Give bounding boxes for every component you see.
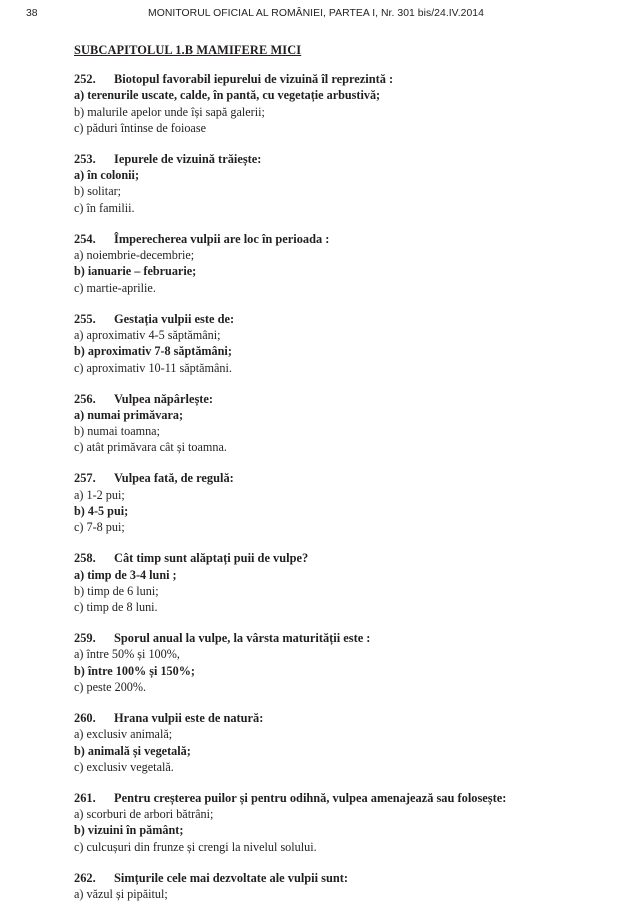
question-number: 254. [74,231,96,246]
answer-option-correct: a) numai primăvara; [74,407,184,422]
question-number: 262. [74,870,96,885]
answer-option-correct: a) în colonii; [74,168,140,183]
question-block [74,470,614,535]
question-text: Sporul anual la vulpe, la vârsta maturității este : [114,631,371,646]
question-number: 256. [74,391,96,406]
question-list [74,71,614,902]
question-number: 258. [74,551,96,566]
question-text: Gestația vulpii este de: [114,311,235,326]
question-number: 259. [74,631,96,646]
answer-option: c) peste 200%. [74,680,147,695]
answer-option: a) scorburi de arbori bătrâni; [74,807,214,822]
question-block [74,151,614,216]
question-text: Vulpea fată, de regulă: [114,471,234,486]
question-block [74,391,614,456]
answer-option: a) exclusiv animală; [74,727,173,742]
answer-option-correct: b) 4-5 pui; [74,503,129,518]
answer-option: b) solitar; [74,184,122,199]
answer-option: c) exclusiv vegetală. [74,759,174,774]
question-title [74,71,614,87]
question-number: 253. [74,151,96,166]
question-title [74,311,614,327]
question-block [74,550,614,615]
question-title [74,151,614,167]
answer-option-correct: b) vizuini în pământ; [74,823,184,838]
answer-option-correct: b) ianuarie – februarie; [74,264,197,279]
question-number: 255. [74,311,96,326]
question-text: Pentru creșterea puilor și pentru odihnă, vulpea amenajează sau folosește: [114,790,507,805]
answer-option: c) culcușuri din frunze și crengi la nivelul solului. [74,839,317,854]
publication-title: MONITORUL OFICIAL AL ROMÂNIEI, PARTEA I, Nr. 301 bis/24.IV.2014 [148,8,484,19]
question-block [74,790,614,855]
answer-option-correct: b) între 100% și 150%; [74,663,195,678]
question-title [74,231,614,247]
answer-option-correct: a) terenurile uscate, calde, în pantă, cu vegetație arbustivă; [74,88,381,103]
answer-option: c) martie-aprilie. [74,280,156,295]
question-block [74,870,614,903]
answer-option-correct: a) timp de 3-4 luni ; [74,567,177,582]
question-title [74,790,614,806]
answer-option: b) numai toamna; [74,424,160,439]
question-title [74,870,614,886]
answer-option: b) timp de 6 luni; [74,583,159,598]
question-block [74,231,614,296]
question-text: Iepurele de vizuină trăiește: [114,151,262,166]
question-title [74,391,614,407]
question-block [74,71,614,136]
question-text: Împerecherea vulpii are loc în perioada : [114,231,330,246]
answer-option: c) păduri întinse de foioase [74,120,206,135]
answer-option: b) malurile apelor unde își sapă galerii; [74,104,265,119]
answer-option: c) atât primăvara cât și toamna. [74,440,227,455]
answer-option: a) aproximativ 4-5 săptămâni; [74,327,221,342]
question-number: 261. [74,790,96,805]
question-title [74,550,614,566]
question-title [74,630,614,646]
question-block [74,710,614,775]
answer-option: a) 1-2 pui; [74,487,125,502]
answer-option: c) timp de 8 luni. [74,600,158,615]
answer-option: c) în familii. [74,200,135,215]
question-text: Biotopul favorabil iepurelui de vizuină îl reprezintă : [114,72,394,86]
question-text: Cât timp sunt alăptați puii de vulpe? [114,551,309,566]
answer-option: c) 7-8 pui; [74,520,125,535]
answer-option: c) aproximativ 10-11 săptămâni. [74,360,232,375]
question-block [74,630,614,695]
question-number: 252. [74,72,96,86]
question-block [74,311,614,376]
subchapter-heading: SUBCAPITOLUL 1.B MAMIFERE MICI [74,43,302,57]
document-body [74,43,614,917]
answer-option-correct: b) animală și vegetală; [74,743,191,758]
answer-option: a) noiembrie-decembrie; [74,248,195,263]
question-text: Hrana vulpii este de natură: [114,711,264,725]
answer-option: a) văzul și pipăitul; [74,887,168,902]
question-text: Simțurile cele mai dezvoltate ale vulpii sunt: [114,870,349,885]
question-number: 260. [74,711,96,725]
question-number: 257. [74,471,96,486]
question-title [74,710,614,726]
page-header [26,8,618,22]
question-title [74,470,614,486]
question-text: Vulpea năpârlește: [114,391,214,406]
answer-option-correct: b) aproximativ 7-8 săptămâni; [74,344,232,359]
answer-option: a) între 50% și 100%, [74,647,180,662]
page-number: 38 [26,8,38,19]
